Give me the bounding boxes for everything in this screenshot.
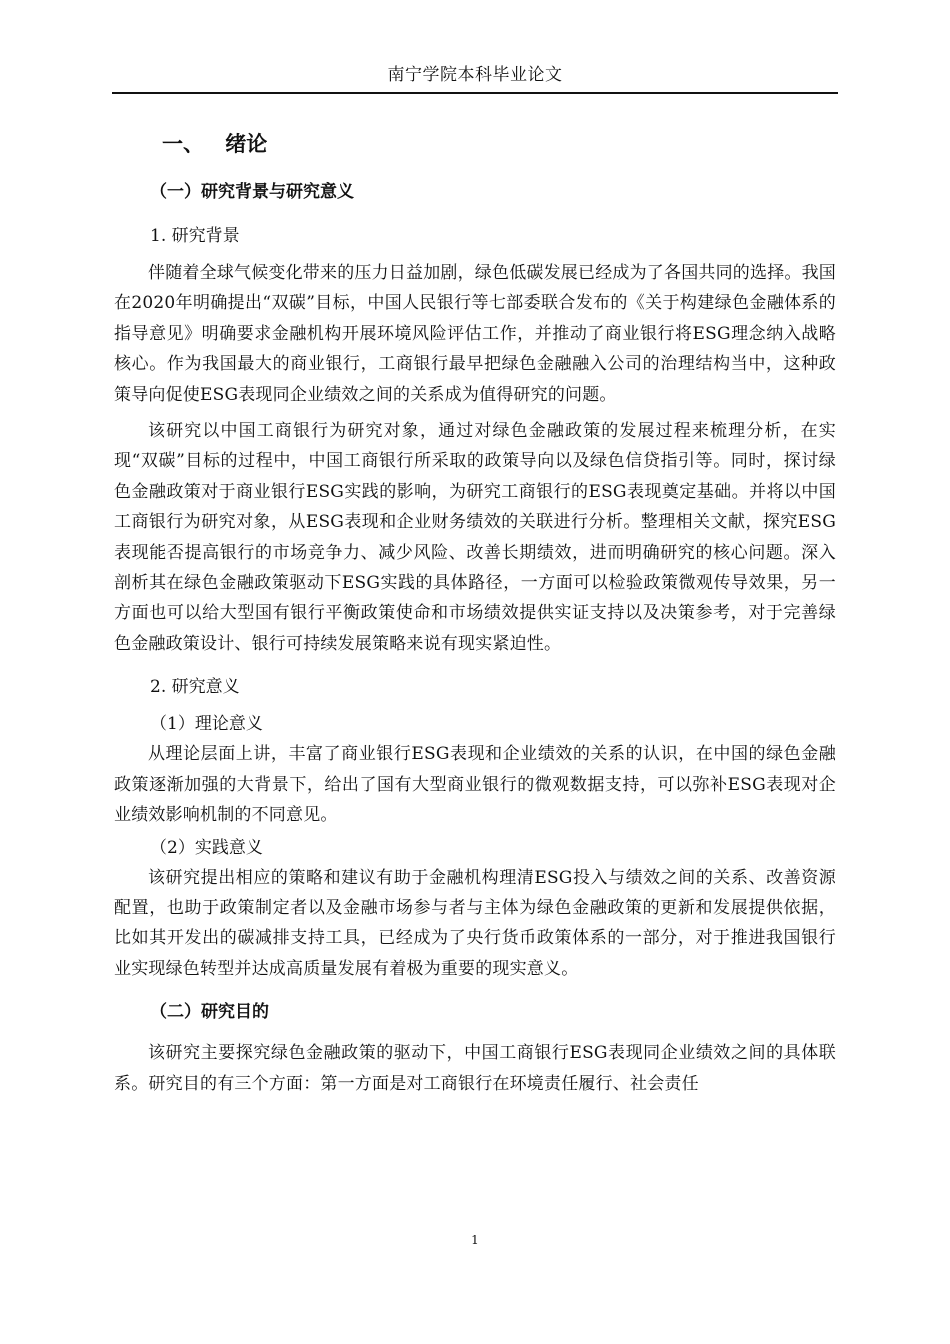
section-title-purpose: （二）研究目的 — [150, 1002, 269, 1023]
paragraph-background-2: 该研究以中国工商银行为研究对象，通过对绿色金融政策的发展过程来梳理分析，在实现“双碳”目标的过程中，中国工商银行所采取的政策导向以及绿色信贷指引等。同时，探讨绿色金融政策对于商业银行ESG实践的影响，为研究工商银行的ESG表现奠定基础。并将以中国工商银行为研究对象，从ESG表现和企业财务绩效的关联进行分析。整理相关文献，探究ESG表现能否提高银行的市场竞争力、减少风险、改善长期绩效，进而明确研究的核心问题。深入剖析其在绿色金融政策驱动下ESG实践的具体路径，一方面可以检验政策微观传导效果，另一方面也可以给大型国有银行平衡政策使命和市场绩效提供实证支持以及决策参考，对于完善绿色金融政策设计、银行可持续发展策略来说有现实紧迫性。 — [114, 421, 836, 654]
subsection-title-background: 1. 研究背景 — [150, 226, 240, 246]
subsection-title-significance: 2. 研究意义 — [150, 677, 240, 698]
paragraph-theoretical: 从理论层面上讲，丰富了商业银行ESG表现和企业绩效的关系的认识，在中国的绿色金融政策逐渐加强的大背景下，给出了国有大型商业银行的微观数据支持，可以弥补ESG表现对企业绩效影响机制的不同意见。 — [114, 744, 836, 826]
page-content — [114, 124, 836, 1105]
item-title-theoretical: （1）理论意义 — [150, 714, 263, 735]
paragraph-practical: 该研究提出相应的策略和建议有助于金融机构理清ESG投入与绩效之间的关系、改善资源配置，也助于政策制定者以及金融市场参与者与主体为绿色金融政策的更新和发展提供依据，比如其开发出的碳减排支持工具，已经成为了央行货币政策体系的一部分，对于推进我国银行业实现绿色转型并达成高质量发展有着极为重要的现实意义。 — [114, 867, 836, 979]
section-title-background-significance: （一）研究背景与研究意义 — [150, 182, 354, 202]
item-title-practical: （2）实践意义 — [150, 837, 263, 858]
paragraph-purpose: 该研究主要探究绿色金融政策的驱动下，中国工商银行ESG表现同企业绩效之间的具体联系。研究目的有三个方面：第一方面是对工商银行在环境责任履行、社会责任 — [114, 1043, 836, 1094]
header-rule — [112, 92, 838, 94]
running-header: 南宁学院本科毕业论文 — [387, 65, 563, 85]
paragraph-background-1: 伴随着全球气候变化带来的压力日益加剧，绿色低碳发展已经成为了各国共同的选择。我国在2020年明确提出“双碳”目标，中国人民银行等七部委联合发布的《关于构建绿色金融体系的指导意见》明确要求金融机构开展环境风险评估工作，并推动了商业银行将ESG理念纳入战略核心。作为我国最大的商业银行，工商银行最早把绿色金融融入公司的治理结构当中，这种政策导向促使ESG表现同企业绩效之间的关系成为值得研究的问题。 — [114, 263, 836, 405]
page-number: 1 — [471, 1233, 479, 1247]
chapter-title: 一、 绪论 — [162, 132, 268, 156]
